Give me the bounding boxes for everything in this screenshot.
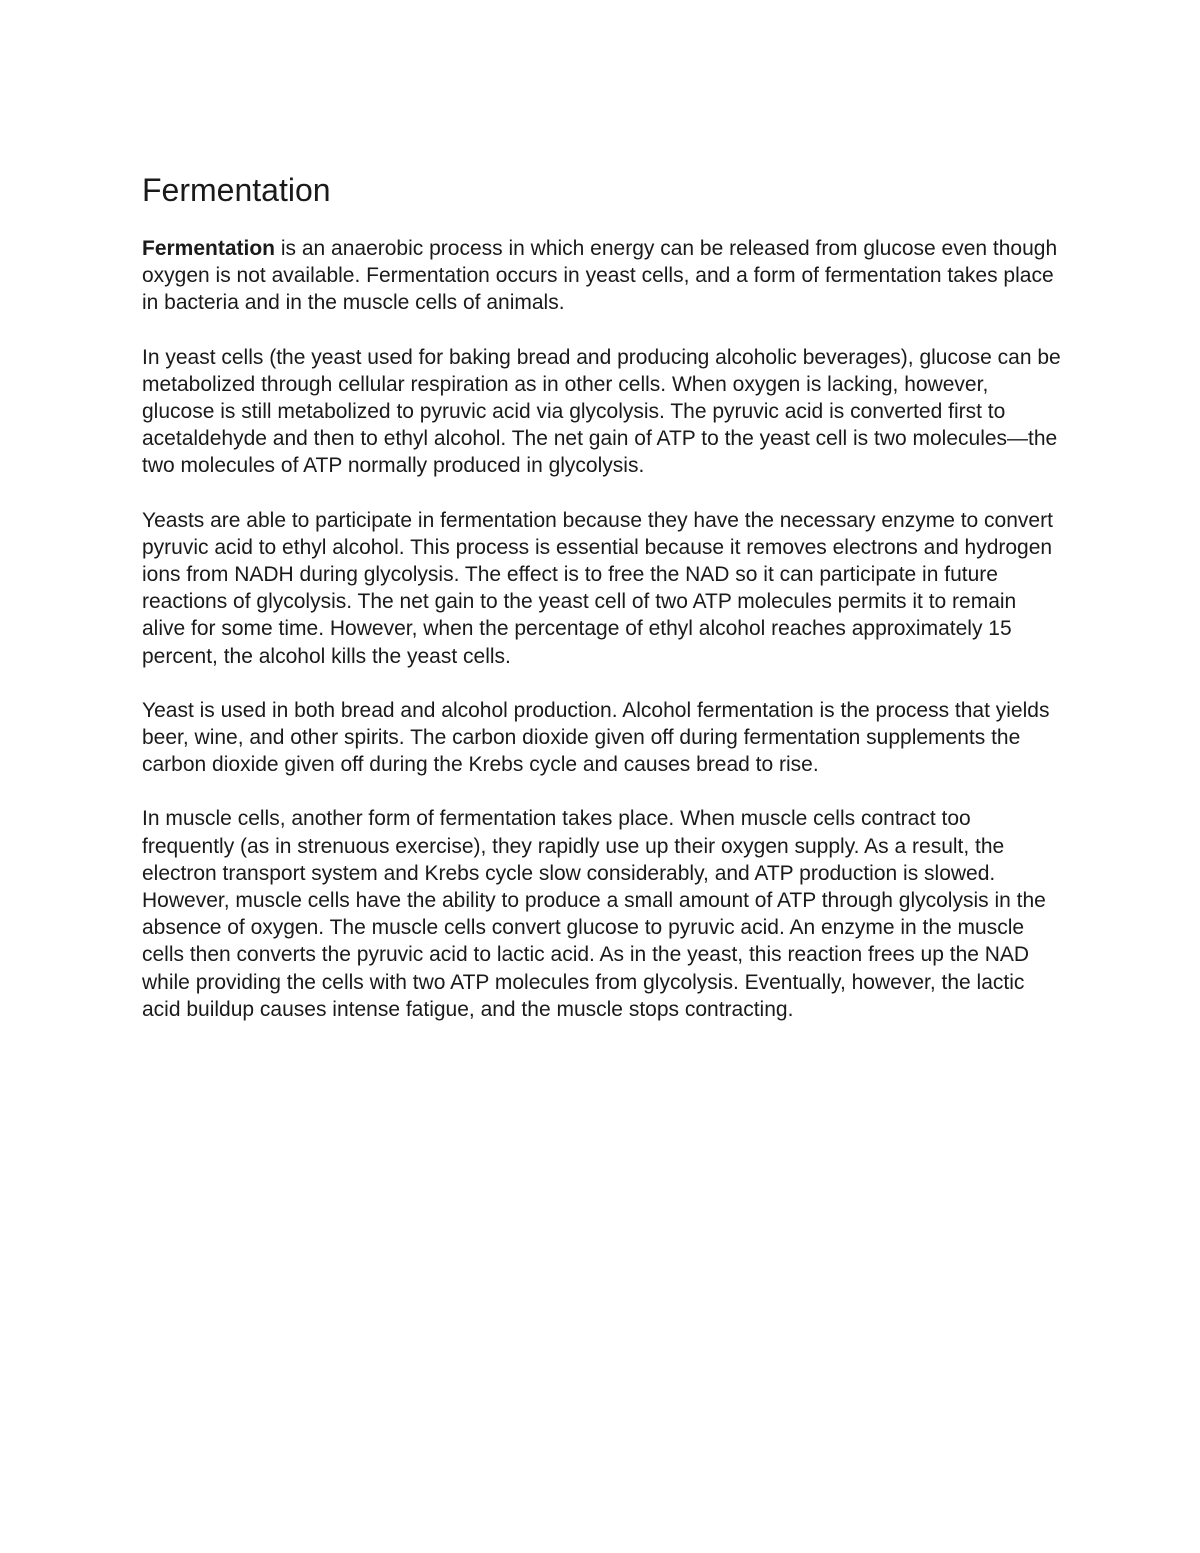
paragraph-yeast-cells: In yeast cells (the yeast used for baking bread and producing alcoholic beverages), glucose can be metabolized through cellular respiration as in other cells. When oxygen is lacking, however, glucose is still metabolized to pyruvic acid via glycolysis. The pyruvic acid is converted first to acetaldehyde and then to ethyl alcohol. The net gain of ATP to the yeast cell is two molecules—the two molecules of ATP normally produced in glycolysis. <box>142 345 1061 478</box>
paragraph-intro <box>142 235 1062 317</box>
paragraph-yeast-enzyme: Yeasts are able to participate in fermentation because they have the necessary enzyme to convert pyruvic acid to ethyl alcohol. This process is essential because it removes electrons and hydrogen ions from NADH during glycolysis. The effect is to free the NAD so it can participate in future reactions of glycolysis. The net gain to the yeast cell of two ATP molecules permits it to remain alive for some time. However, when the percentage of ethyl alcohol reaches approximately 15 percent, the alcohol kills the yeast cells. <box>142 508 1053 668</box>
paragraph-intro-text: is an anaerobic process in which energy can be released from glucose even though oxygen is not available. Fermentation occurs in yeast cells, and a form of fermentation takes place in bacteria and in the muscle cells of animals. <box>142 237 1058 315</box>
term-fermentation: Fermentation <box>142 237 276 260</box>
page-title: Fermentation <box>142 172 331 208</box>
paragraph-bread-alcohol: Yeast is used in both bread and alcohol production. Alcohol fermentation is the process that yields beer, wine, and other spirits. The carbon dioxide given off during fermentation supplements the carbon dioxide given off during the Krebs cycle and causes bread to rise. <box>142 698 1050 777</box>
document-body <box>142 170 1062 1023</box>
paragraph-muscle-cells: In muscle cells, another form of fermentation takes place. When muscle cells contract too frequently (as in strenuous exercise), they rapidly use up their oxygen supply. As a result, the electron transport system and Krebs cycle slow considerably, and ATP production is slowed. However, muscle cells have the ability to produce a small amount of ATP through glycolysis in the absence of oxygen. The muscle cells convert glucose to pyruvic acid. An enzyme in the muscle cells then converts the pyruvic acid to lactic acid. As in the yeast, this reaction frees up the NAD while providing the cells with two ATP molecules from glycolysis. Eventually, however, the lactic acid buildup causes intense fatigue, and the muscle stops contracting. <box>142 807 1046 1021</box>
